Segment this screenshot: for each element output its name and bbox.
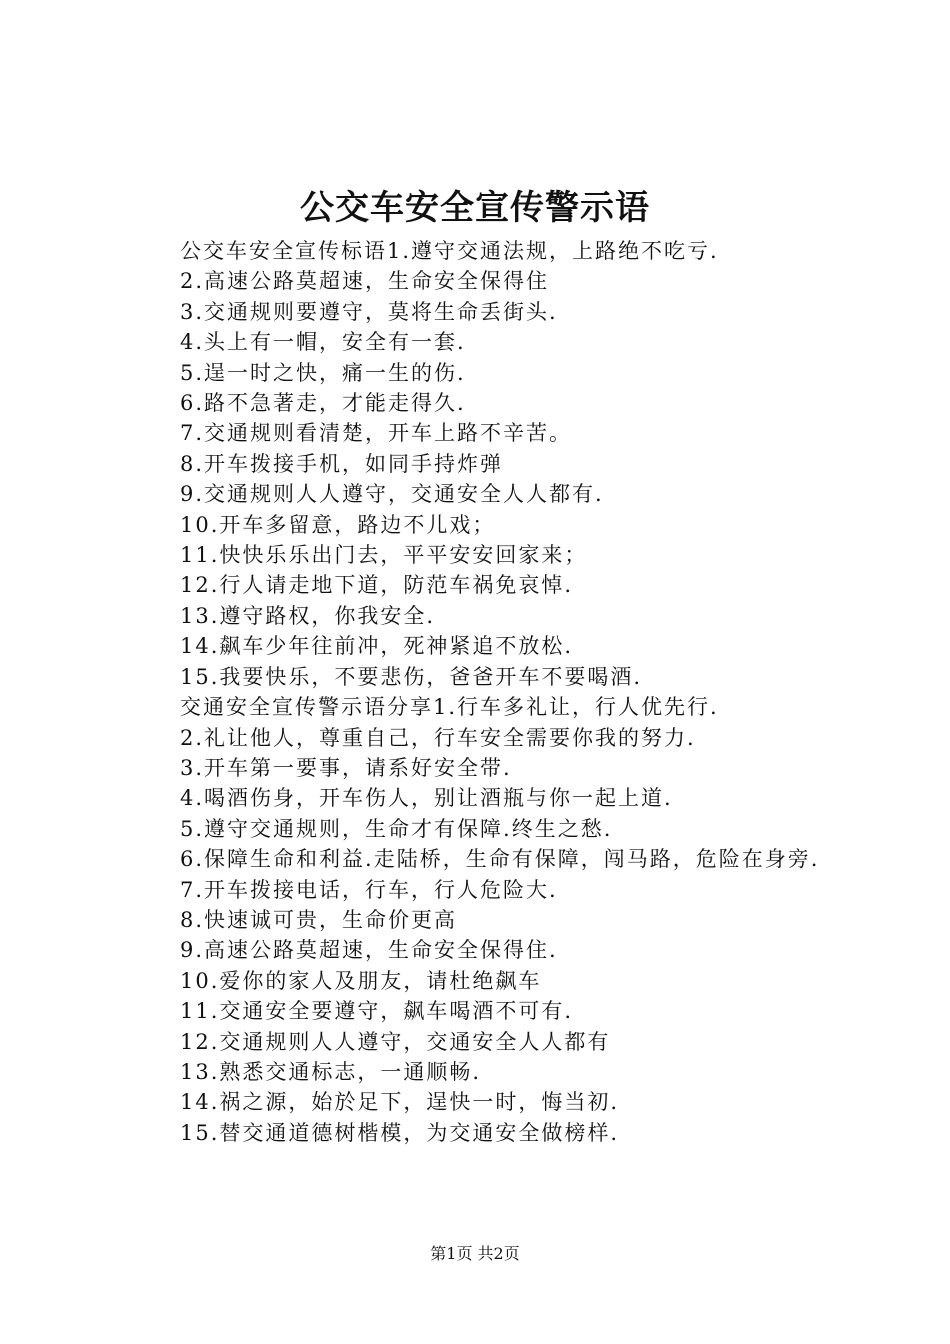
paragraph: 14.飙车少年往前冲，死神紧追不放松. <box>180 634 574 659</box>
paragraph: 10.开车多留意，路边不儿戏； <box>180 512 496 537</box>
paragraph: 11.交通安全要遵守，飙车喝酒不可有. <box>180 999 574 1024</box>
paragraph: 9.交通规则人人遵守，交通安全人人都有. <box>180 482 604 507</box>
paragraph: 交通安全宣传警示语分享1.行车多礼让，行人优先行. <box>180 695 719 720</box>
paragraph: 15.我要快乐，不要悲伤，爸爸开车不要喝酒. <box>180 664 643 689</box>
paragraph: 9.高速公路莫超速，生命安全保得住. <box>180 938 558 963</box>
paragraph: 6.保障生命和利益.走陆桥，生命有保障，闯马路，危险在身旁. <box>180 847 820 872</box>
document-title: 公交车安全宣传警示语 <box>300 188 650 228</box>
paragraph: 8.快速诚可贵，生命价更高 <box>180 907 458 932</box>
paragraph: 4.喝酒伤身，开车伤人，别让酒瓶与你一起上道. <box>180 786 673 811</box>
paragraph: 6.路不急著走，才能走得久. <box>180 391 466 416</box>
paragraph: 13.熟悉交通标志，一通顺畅. <box>180 1059 482 1084</box>
paragraph: 2.礼让他人，尊重自己，行车安全需要你我的努力. <box>180 725 696 750</box>
paragraph: 12.交通规则人人遵守，交通安全人人都有 <box>180 1029 611 1054</box>
paragraph: 15.替交通道德树楷模，为交通安全做榜样. <box>180 1120 620 1145</box>
paragraph: 5.逞一时之快，痛一生的伤. <box>180 360 466 385</box>
paragraph: 8.开车拨接手机，如同手持炸弹 <box>180 451 504 476</box>
paragraph: 12.行人请走地下道，防范车祸免哀悼. <box>180 573 574 598</box>
paragraph: 7.开车拨接电话，行车，行人危险大. <box>180 877 558 902</box>
paragraph: 13.遵守路权，你我安全. <box>180 603 436 628</box>
paragraph: 5.遵守交通规则，生命才有保障.终生之愁. <box>180 816 613 841</box>
paragraph: 14.祸之源，始於足下，逞快一时，悔当初. <box>180 1090 620 1115</box>
paragraph: 4.头上有一帽，安全有一套. <box>180 330 466 355</box>
paragraph: 3.开车第一要事，请系好安全带. <box>180 755 512 780</box>
page-footer: 第1页 共2页 <box>430 1244 520 1263</box>
paragraph: 10.爱你的家人及朋友，请杜绝飙车 <box>180 968 542 993</box>
paragraph: 3.交通规则要遵守，莫将生命丢街头. <box>180 299 558 324</box>
paragraph: 11.快快乐乐出门去，平平安安回家来； <box>180 543 588 568</box>
document-body <box>130 236 836 1148</box>
paragraph: 公交车安全宣传标语1.遵守交通法规，上路绝不吃亏. <box>180 239 719 263</box>
paragraph: 2.高速公路莫超速，生命安全保得住 <box>180 269 550 294</box>
paragraph: 7.交通规则看清楚，开车上路不辛苦。 <box>180 421 573 446</box>
